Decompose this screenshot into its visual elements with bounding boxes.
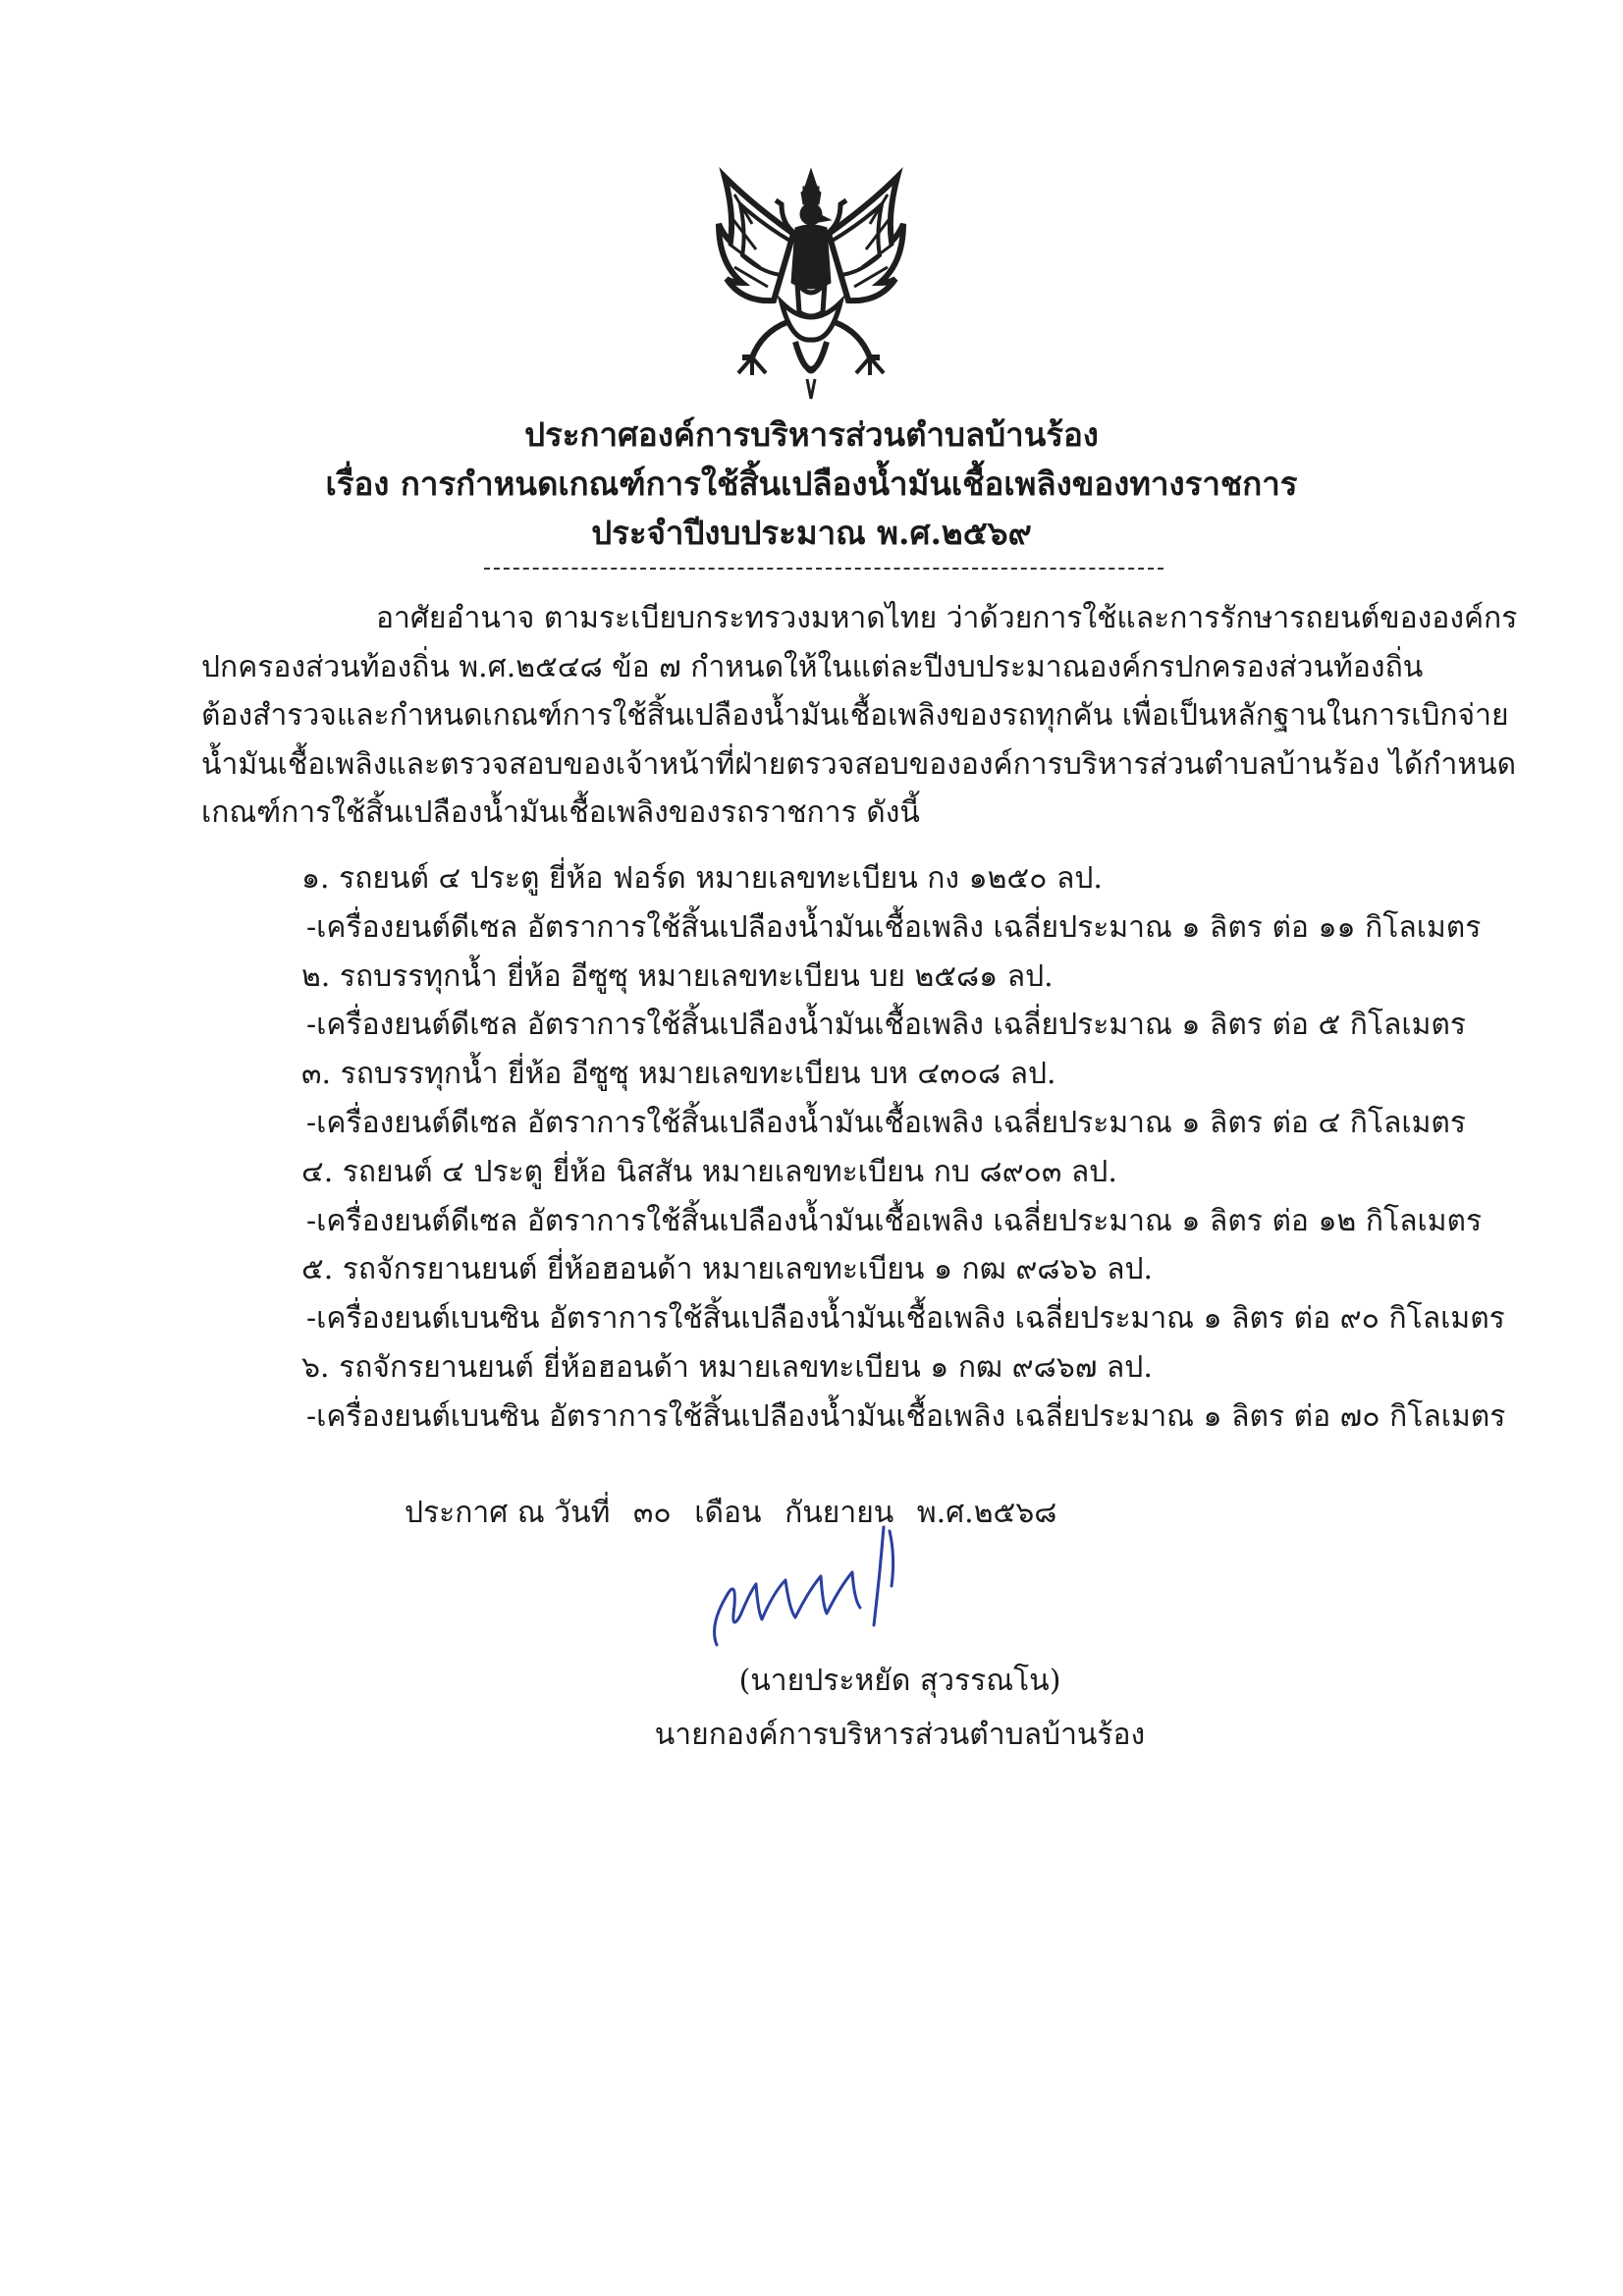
vehicle-item: [295, 854, 1482, 953]
vehicle-spec: -เครื่องยนต์ดีเซล อัตราการใช้สิ้นเปลืองน้ำมันเชื้อเพลิง เฉลี่ยประมาณ ๑ ลิตร ต่อ ๑๒ กิโลเมตร: [306, 1203, 1483, 1238]
vehicle-item: [295, 1148, 1483, 1246]
vehicle-title: ๖. รถจักรยานยนต์ ยี่ห้อฮอนด้า หมายเลขทะเบียน ๑ กฒ ๙๘๖๗ ลป.: [301, 1349, 1153, 1385]
body-line: ปกครองส่วนท้องถิ่น พ.ศ.๒๕๔๘ ข้อ ๗ กำหนดให้ในแต่ละปีงบประมาณองค์กรปกครองส่วนท้องถิ่น: [201, 649, 1424, 684]
vehicle-item: [295, 1050, 1467, 1148]
vehicle-spec: -เครื่องยนต์ดีเซล อัตราการใช้สิ้นเปลืองน้ำมันเชื้อเพลิง เฉลี่ยประมาณ ๑ ลิตร ต่อ ๕ กิโลเมตร: [306, 1008, 1467, 1043]
vehicle-title: ๒. รถบรรทุกน้ำ ยี่ห้อ อีซูซุ หมายเลขทะเบียน บย ๒๕๘๑ ลป.: [301, 958, 1054, 994]
body-line: น้ำมันเชื้อเพลิงและตรวจสอบของเจ้าหน้าที่ฝ่ายตรวจสอบขององค์การบริหารส่วนตำบลบ้านร้อง ได้กำหนด: [201, 746, 1517, 782]
announcement-prefix: ประกาศ ณ วันที่: [405, 1496, 611, 1530]
vehicle-list: [295, 854, 1506, 1442]
vehicle-spec: -เครื่องยนต์เบนซิน อัตราการใช้สิ้นเปลืองน้ำมันเชื้อเพลิง เฉลี่ยประมาณ ๑ ลิตร ต่อ ๗๐ กิโลเมตร: [306, 1398, 1506, 1434]
body-line: ต้องสำรวจและกำหนดเกณฑ์การใช้สิ้นเปลืองน้ำมันเชื้อเพลิงของรถทุกคัน เพื่อเป็นหลักฐานในการเบิกจ่าย: [201, 698, 1509, 733]
vehicle-item: [295, 953, 1467, 1051]
announcement-month: กันยายน: [784, 1496, 894, 1530]
vehicle-item: [295, 1245, 1505, 1343]
vehicle-title: ๔. รถยนต์ ๔ ประตู ยี่ห้อ นิสสัน หมายเลขทะเบียน กบ ๘๙๐๓ ลป.: [301, 1154, 1117, 1189]
signature-icon: [687, 1517, 943, 1665]
title-line-2: เรื่อง การกำหนดเกณฑ์การใช้สิ้นเปลืองน้ำมันเชื้อเพลิงของทางราชการ: [325, 465, 1298, 503]
vehicle-spec: -เครื่องยนต์เบนซิน อัตราการใช้สิ้นเปลืองน้ำมันเชื้อเพลิง เฉลี่ยประมาณ ๑ ลิตร ต่อ ๙๐ กิโลเมตร: [306, 1301, 1505, 1337]
vehicle-title: ๓. รถบรรทุกน้ำ ยี่ห้อ อีซูซุ หมายเลขทะเบียน บห ๔๓๐๘ ลป.: [301, 1057, 1056, 1092]
body-paragraph: [201, 594, 1518, 838]
title-line-3: ประจำปีงบประมาณ พ.ศ.๒๕๖๙: [591, 514, 1032, 552]
announcement-day: ๓๐: [632, 1496, 672, 1530]
vehicle-spec: -เครื่องยนต์ดีเซล อัตราการใช้สิ้นเปลืองน้ำมันเชื้อเพลิง เฉลี่ยประมาณ ๑ ลิตร ต่อ ๔ กิโลเมตร: [306, 1105, 1467, 1140]
signer-name: (นายประหยัด สุวรรณโน): [738, 1664, 1061, 1698]
title-line-1: ประกาศองค์การบริหารส่วนตำบลบ้านร้อง: [524, 415, 1099, 454]
announcement-month-label: เดือน: [694, 1496, 762, 1530]
vehicle-item: [295, 1343, 1506, 1442]
garuda-emblem-icon: [713, 165, 909, 401]
document-title: [0, 410, 1623, 558]
signer-position: นายกองค์การบริหารส่วนตำบลบ้านร้อง: [654, 1718, 1146, 1752]
announcement-year: พ.ศ.๒๕๖๘: [916, 1496, 1057, 1530]
body-line: เกณฑ์การใช้สิ้นเปลืองน้ำมันเชื้อเพลิงของรถราชการ ดังนี้: [201, 795, 920, 830]
body-line: อาศัยอำนาจ ตามระเบียบกระทรวงมหาดไทย ว่าด้วยการใช้และการรักษารถยนต์ขององค์กร: [376, 601, 1518, 635]
dashed-divider: [484, 568, 1163, 570]
vehicle-spec: -เครื่องยนต์ดีเซล อัตราการใช้สิ้นเปลืองน้ำมันเชื้อเพลิง เฉลี่ยประมาณ ๑ ลิตร ต่อ ๑๑ กิโลเมตร: [306, 909, 1482, 945]
vehicle-title: ๑. รถยนต์ ๔ ประตู ยี่ห้อ ฟอร์ด หมายเลขทะเบียน กง ๑๒๕๐ ลป.: [301, 861, 1103, 896]
vehicle-title: ๕. รถจักรยานยนต์ ยี่ห้อฮอนด้า หมายเลขทะเบียน ๑ กฒ ๙๘๖๖ ลป.: [301, 1252, 1154, 1287]
